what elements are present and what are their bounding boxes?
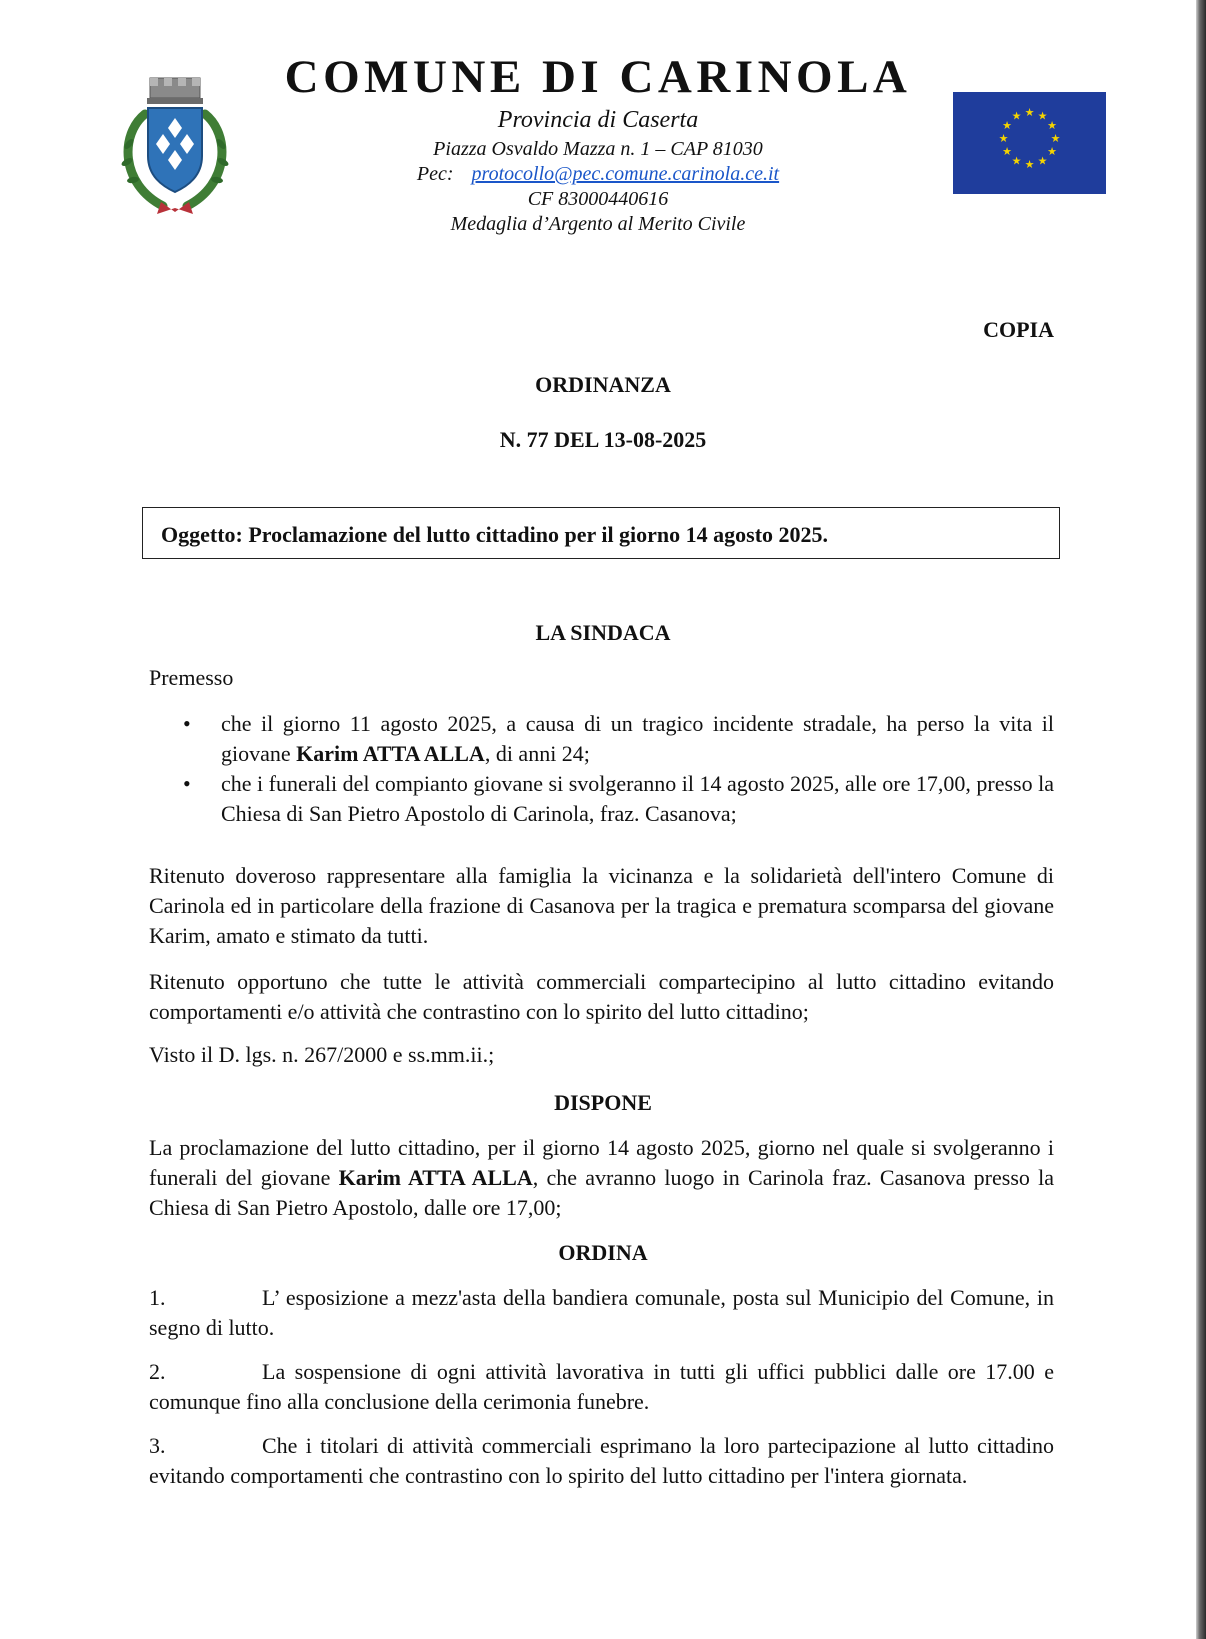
dispone-paragraph: La proclamazione del lutto cittadino, per il giorno 14 agosto 2025, giorno nel quale si svolgeranno i funerali del giovane Karim ATTA ALLA, che avranno luogo in Carinola fraz. Casanova presso la Chiesa di San Pietro Apostolo, dalle ore 17,00;: [149, 1135, 1054, 1220]
svg-text:★: ★: [1037, 109, 1048, 123]
pec-email-link[interactable]: protocollo@pec.comune.carinola.ce.it: [471, 163, 780, 185]
cf-line: CF 83000440616: [527, 188, 669, 210]
page-edge-shadow: [1196, 0, 1206, 1639]
svg-text:★: ★: [1037, 154, 1048, 168]
medal-line: Medaglia d’Argento al Merito Civile: [450, 213, 746, 235]
ritenuto-paragraph-2: Ritenuto opportuno che tutte le attività commerciali compartecipino al lutto cittadino evitando comportamenti e/o attività che contrastino con lo spirito del lutto cittadino;: [149, 969, 1054, 1024]
ordina-item: 1. L’ esposizione a mezz'asta della bandiera comunale, posta sul Municipio del Comune, in segno di lutto.: [149, 1285, 1054, 1340]
copia-label: COPIA: [983, 317, 1054, 342]
municipality-title: COMUNE DI CARINOLA: [284, 51, 912, 103]
svg-text:★: ★: [1024, 158, 1035, 171]
svg-text:★: ★: [1047, 119, 1057, 132]
ordina-heading: ORDINA: [558, 1240, 648, 1265]
ordina-item: 3. Che i titolari di attività commerciali esprimano la loro partecipazione al lutto cittadino evitando comportamenti che contrastino con lo spirito del lutto cittadino per l'intera giornata.: [149, 1433, 1054, 1488]
list-item: • che il giorno 11 agosto 2025, a causa di un tragico incidente stradale, ha perso la vita il giovane Karim ATTA ALLA, di anni 24;: [183, 711, 1054, 766]
premesso-list: [149, 709, 1054, 829]
svg-text:★: ★: [1011, 154, 1022, 168]
dispone-heading: DISPONE: [554, 1090, 652, 1115]
bullet-icon: •: [183, 711, 191, 736]
address-line: Piazza Osvaldo Mazza n. 1 – CAP 81030: [433, 138, 763, 160]
svg-text:★: ★: [1011, 109, 1022, 123]
carinola-crest-icon: [115, 74, 235, 220]
ordinanza-number: N. 77 DEL 13-08-2025: [499, 427, 707, 452]
svg-text:★: ★: [998, 132, 1009, 145]
svg-text:★: ★: [1047, 145, 1057, 158]
bullet-icon: •: [183, 771, 191, 796]
pec-line: [230, 163, 966, 186]
svg-text:★: ★: [1050, 132, 1061, 145]
province-line: Provincia di Caserta: [497, 107, 699, 133]
list-item: • che i funerali del compianto giovane si svolgeranno il 14 agosto 2025, alle ore 17,00, presso la Chiesa di San Pietro Apostolo di Carinola, fraz. Casanova;: [183, 771, 1054, 826]
pec-label: Pec:: [416, 163, 454, 185]
eu-flag-icon: [953, 92, 1106, 194]
sindaca-heading: LA SINDACA: [535, 620, 671, 645]
svg-text:★: ★: [1002, 145, 1012, 158]
ritenuto-paragraph-1: Ritenuto doveroso rappresentare alla famiglia la vicinanza e la solidarietà dell'intero Comune di Carinola ed in particolare della frazione di Casanova per la tragica e prematura scomparsa del giovane Karim, amato e stimato da tutti.: [149, 863, 1054, 948]
ordina-item: 2. La sospensione di ogni attività lavorativa in tutti gli uffici pubblici dalle ore 17.00 e comunque fino alla conclusione della cerimonia funebre.: [149, 1359, 1054, 1414]
oggetto-box: Oggetto: Proclamazione del lutto cittadino per il giorno 14 agosto 2025.: [142, 507, 1060, 559]
svg-text:★: ★: [1024, 106, 1035, 119]
premesso-label: Premesso: [149, 665, 234, 690]
visto-paragraph: Visto il D. lgs. n. 267/2000 e ss.mm.ii.;: [149, 1042, 495, 1067]
ordinanza-heading: ORDINANZA: [535, 372, 671, 397]
svg-text:★: ★: [1002, 119, 1012, 132]
